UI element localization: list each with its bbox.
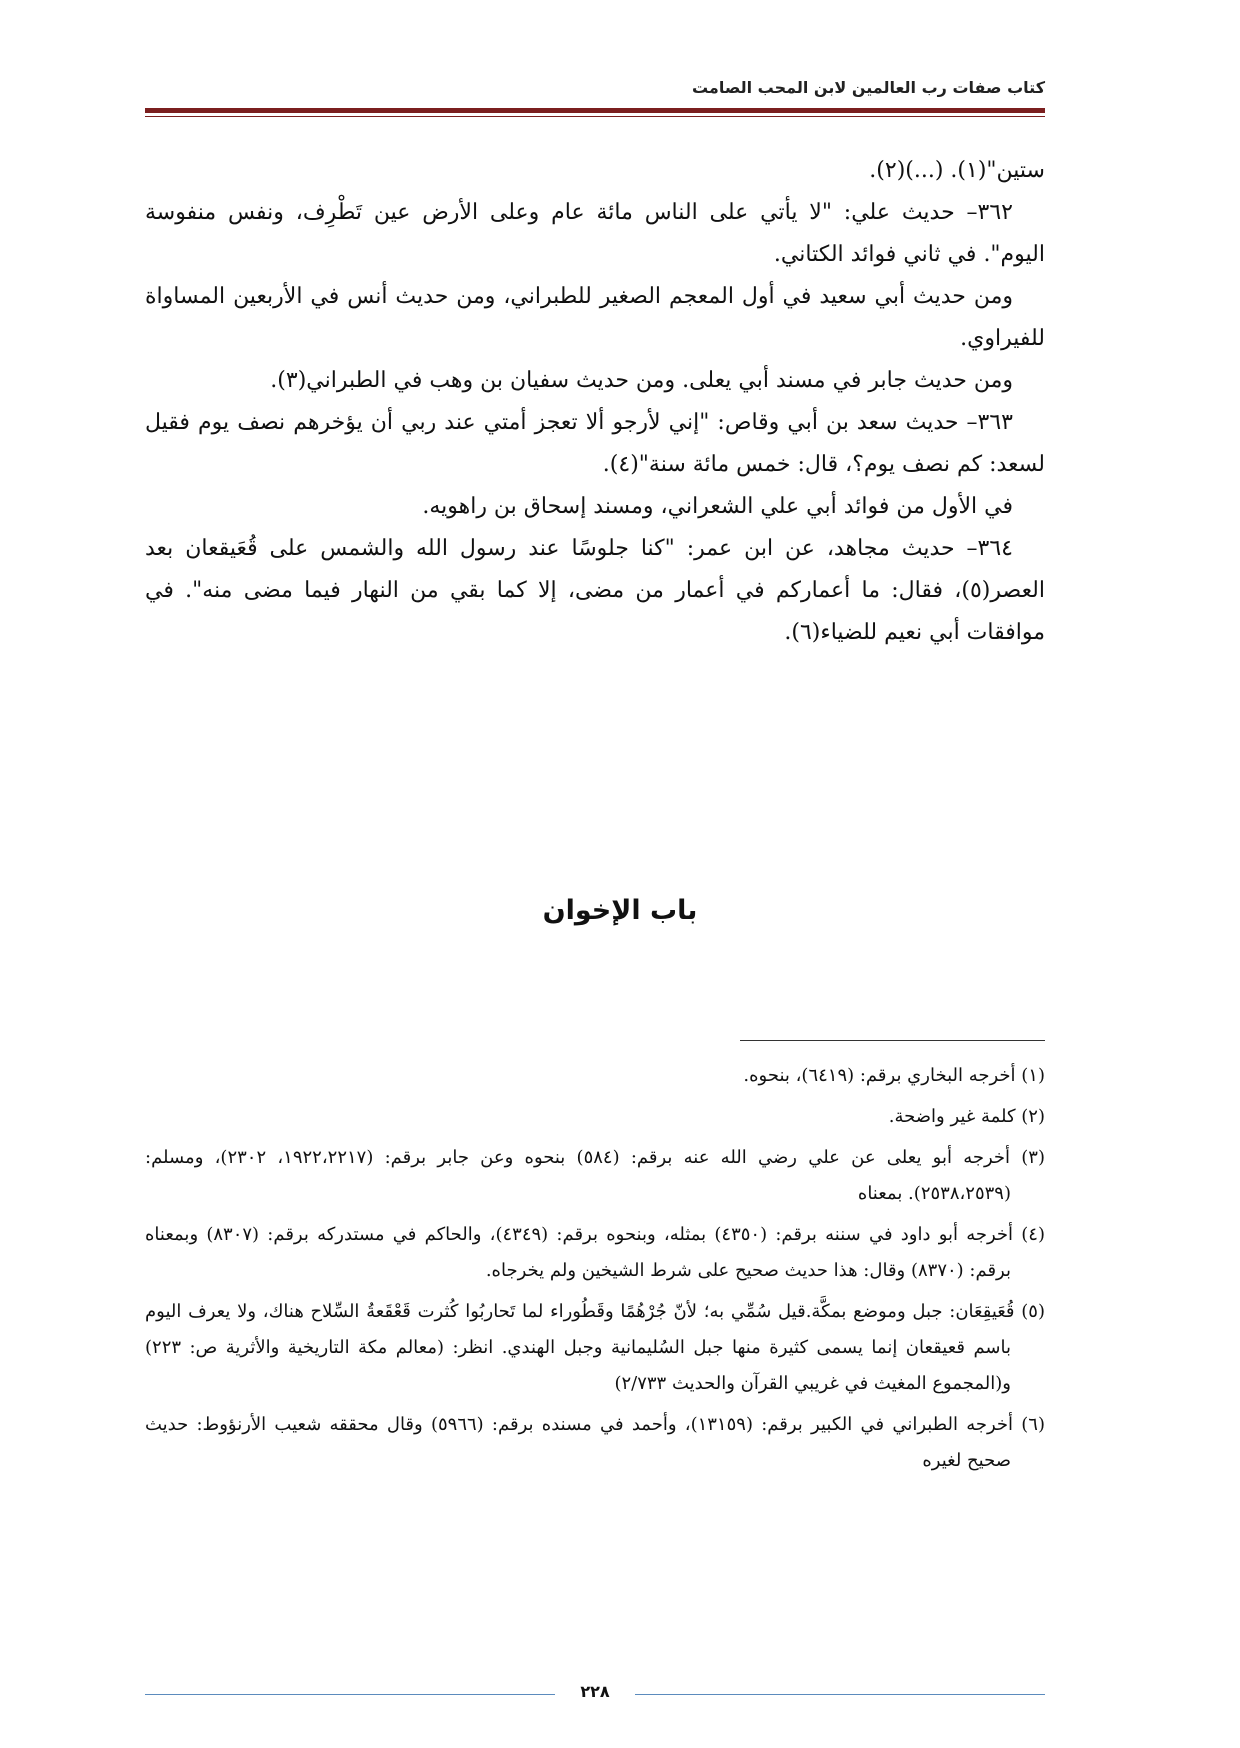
paragraph: ستين"(١). (...)(٢). bbox=[869, 158, 1045, 183]
footnote: (٣) أخرجه أبو يعلى عن علي رضي الله عنه برقم: (٥٨٤) بنحوه وعن جابر برقم: (١٩٢٢،٢٢١٧، ٢٣٠٢)، ومسلم: (٢٥٣٨،٢٥٣٩). بمعناه bbox=[145, 1147, 1045, 1204]
page-number: ٢٢٨ bbox=[580, 1682, 610, 1701]
footnote: (١) أخرجه البخاري برقم: (٦٤١٩)، بنحوه. bbox=[743, 1065, 1045, 1086]
main-text bbox=[145, 150, 1045, 654]
paragraph: ٣٦٣– حديث سعد بن أبي وقاص: "إني لأرجو ألا تعجز أمتي عند ربي أن يؤخرهم نصف يوم فقيل لسعد: كم نصف يوم؟، قال: خمس مائة سنة"(٤). bbox=[145, 410, 1045, 477]
paragraph: ومن حديث أبي سعيد في أول المعجم الصغير للطبراني، ومن حديث أنس في الأربعين المساواة للفيراوي. bbox=[145, 284, 1045, 351]
footnotes bbox=[145, 1058, 1045, 1484]
footnote-separator bbox=[740, 1040, 1045, 1041]
chapter-title: باب الإخوان bbox=[542, 895, 698, 926]
paragraph: ٣٦٢– حديث علي: "لا يأتي على الناس مائة عام وعلى الأرض عين تَطْرِف، ونفس منفوسة اليوم". في ثاني فوائد الكتاني. bbox=[145, 200, 1045, 267]
running-header: كتاب صفات رب العالمين لابن المحب الصامت bbox=[691, 78, 1045, 97]
header-rule-thin bbox=[145, 116, 1045, 117]
header-rule bbox=[145, 108, 1045, 113]
footnote: (٥) قُعَيقِعَان: جبل وموضع بمكَّة.قيل سُمِّي به؛ لأنّ جُرْهُمًا وقَطُوراء لما تَحاربُوا كُثرت قَعْقَعةُ السِّلاح هناك، ولا يعرف اليوم باسم قعيقعان إنما يسمى كثيرة منها جبل السُليمانية وجبل الهندي. انظر: (معالم مكة التاريخية والأثرية ص: ٢٢٣) و(المجموع المغيث في غريبي القرآن والحديث ٢/٧٣٣) bbox=[145, 1301, 1045, 1394]
paragraph: ٣٦٤– حديث مجاهد، عن ابن عمر: "كنا جلوسًا عند رسول الله والشمس على قُعَيقعان بعد العصر(٥)، فقال: ما أعماركم في أعمار من مضى، إلا كما بقي من النهار فيما مضى منه". في موافقات أبي نعيم للضياء(٦). bbox=[145, 536, 1045, 645]
footnote: (٤) أخرجه أبو داود في سننه برقم: (٤٣٥٠) بمثله، وبنحوه برقم: (٤٣٤٩)، والحاكم في مستدركه برقم: (٨٣٠٧) وبمعناه برقم: (٨٣٧٠) وقال: هذا حديث صحيح على شرط الشيخين ولم يخرجاه. bbox=[145, 1224, 1045, 1281]
paragraph: ومن حديث جابر في مسند أبي يعلى. ومن حديث سفيان بن وهب في الطبراني(٣). bbox=[270, 368, 1013, 393]
page-footer bbox=[145, 1682, 1045, 1706]
footnote: (٦) أخرجه الطبراني في الكبير برقم: (١٣١٥٩)، وأحمد في مسنده برقم: (٥٩٦٦) وقال محققه شعيب الأرنؤوط: حديث صحيح لغيره bbox=[145, 1414, 1045, 1471]
paragraph: في الأول من فوائد أبي علي الشعراني، ومسند إسحاق بن راهويه. bbox=[422, 494, 1013, 519]
footnote: (٢) كلمة غير واضحة. bbox=[888, 1106, 1045, 1127]
